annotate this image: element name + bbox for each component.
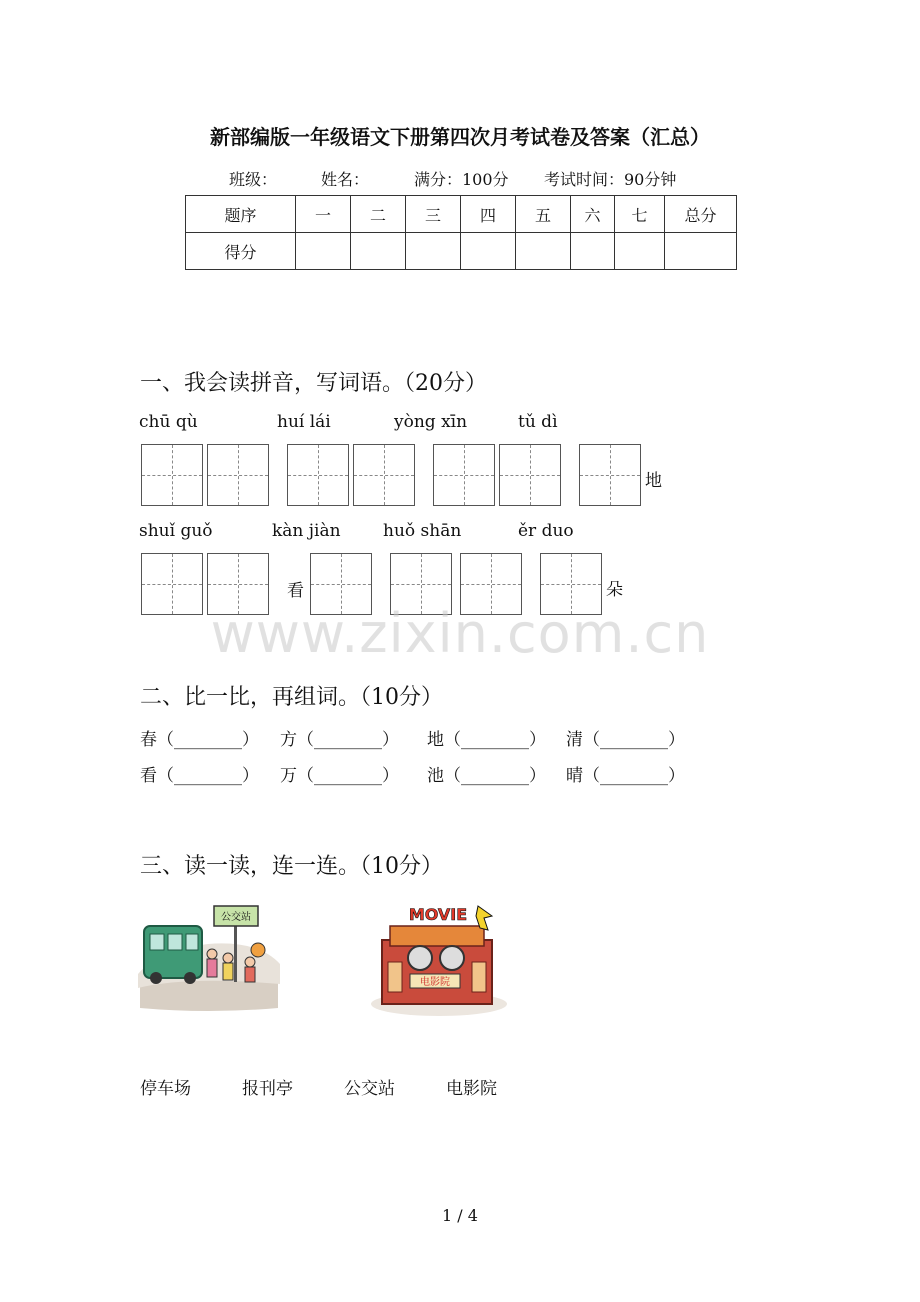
word-blank[interactable]: 方（________） [280,730,399,750]
given-character: 朵 [606,580,623,600]
score-cell[interactable] [351,233,406,270]
cinema-illustration [366,900,512,1018]
score-cell[interactable] [615,233,665,270]
score-cell[interactable] [406,233,461,270]
score-header-cell: 六 [571,196,615,233]
score-cell[interactable] [516,233,571,270]
score-header-cell: 题序 [186,196,296,233]
place-word[interactable]: 停车场 [140,1079,191,1099]
writing-grid-box[interactable] [287,444,349,506]
given-character: 地 [645,471,662,491]
bus-stop-sign: 公交站 [221,912,251,923]
watermark: www.zixin.com.cn [210,602,710,665]
score-header-cell: 二 [351,196,406,233]
pinyin-label: kàn jiàn [272,521,341,541]
pinyin-label: huí lái [277,412,331,432]
word-blank[interactable]: 池（________） [427,766,546,786]
score-cell[interactable] [296,233,351,270]
word-blank[interactable]: 地（________） [427,730,546,750]
bus-stop-illustration [138,904,280,1012]
word-blank[interactable]: 看（________） [140,766,259,786]
score-table [185,195,737,270]
score-header-cell: 七 [615,196,665,233]
page-number: 1 / 4 [442,1206,478,1225]
score-cell[interactable] [461,233,516,270]
writing-grid-box[interactable] [207,444,269,506]
score-header-cell: 三 [406,196,461,233]
score-header-cell: 五 [516,196,571,233]
full-score: 满分：100分 [414,170,509,189]
pinyin-label: huǒ shān [383,521,462,541]
pinyin-label: ěr duo [518,521,574,541]
section2-heading: 二、比一比，再组词。（10分） [140,685,443,710]
word-blank[interactable]: 春（________） [140,730,259,750]
place-word[interactable]: 报刊亭 [242,1079,293,1099]
section1-heading: 一、我会读拼音，写词语。（20分） [140,371,487,396]
place-word[interactable]: 电影院 [446,1079,497,1099]
score-header-cell: 四 [461,196,516,233]
word-blank[interactable]: 万（________） [280,766,399,786]
word-blank[interactable]: 清（________） [566,730,685,750]
place-word[interactable]: 公交站 [344,1079,395,1099]
pinyin-label: chū qù [139,412,198,432]
name-label: 姓名： [321,170,370,189]
word-blank[interactable]: 晴（________） [566,766,685,786]
pinyin-label: tǔ dì [518,412,558,432]
score-cell[interactable] [571,233,615,270]
score-cell[interactable] [665,233,737,270]
given-character: 看 [287,581,304,601]
cinema-sign: 电影院 [420,977,450,988]
movie-sign: MOVIE [408,905,468,924]
writing-grid-box[interactable] [141,444,203,506]
score-table-header-row [186,196,737,233]
class-label: 班级： [229,170,278,189]
pinyin-label: shuǐ guǒ [139,521,213,541]
score-header-cell: 一 [296,196,351,233]
writing-grid-box[interactable] [433,444,495,506]
score-table-row [186,233,737,270]
writing-grid-box[interactable] [579,444,641,506]
writing-grid-box[interactable] [499,444,561,506]
exam-time: 考试时间：90分钟 [544,170,677,189]
page-title: 新部编版一年级语文下册第四次月考试卷及答案（汇总） [210,125,710,149]
section3-heading: 三、读一读，连一连。（10分） [140,854,443,879]
pinyin-label: yòng xīn [394,412,468,432]
writing-grid-box[interactable] [353,444,415,506]
score-row-label: 得分 [186,233,296,270]
score-header-cell: 总分 [665,196,737,233]
